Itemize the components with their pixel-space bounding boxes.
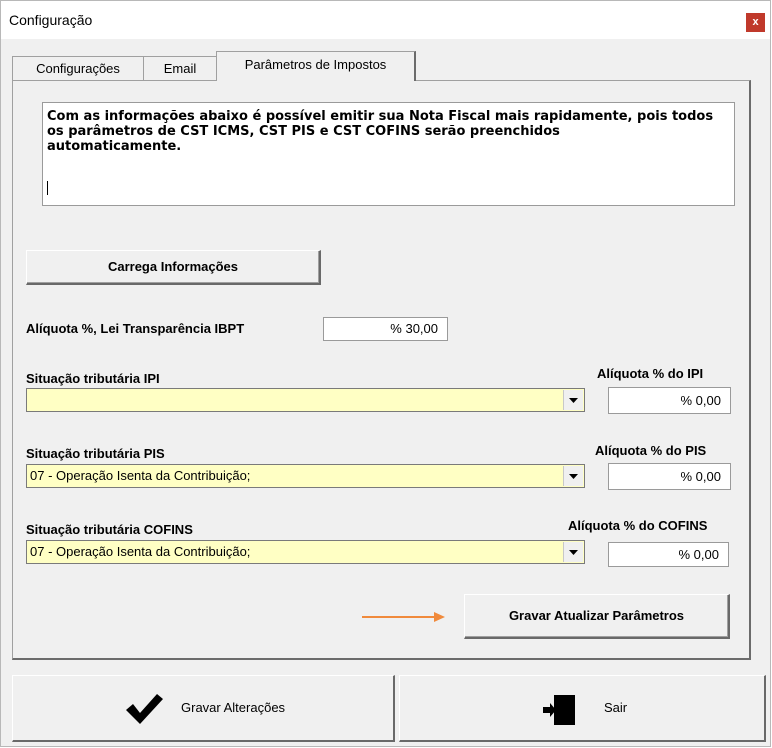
text-caret xyxy=(47,181,48,195)
dropdown-arrow-icon[interactable] xyxy=(563,542,583,562)
button-label: Sair xyxy=(604,700,628,715)
tab-label: Parâmetros de Impostos xyxy=(244,57,387,72)
close-button[interactable]: x xyxy=(746,13,765,32)
title-bar xyxy=(1,1,770,39)
button-label: Gravar Atualizar Parâmetros xyxy=(508,608,685,623)
annotation-arrow-icon xyxy=(362,611,446,623)
ibpt-rate-input[interactable]: % 30,00 xyxy=(323,317,448,341)
tab-configuracoes[interactable] xyxy=(12,56,144,80)
cofins-label: Situação tributária COFINS xyxy=(26,522,193,537)
pis-label: Situação tributária PIS xyxy=(26,446,165,461)
pis-rate-label: Alíquota % do PIS xyxy=(595,443,707,458)
window-title: Configuração xyxy=(9,12,93,28)
info-line-3: automaticamente. xyxy=(47,139,182,154)
ipi-label: Situação tributária IPI xyxy=(26,371,160,386)
dropdown-arrow-icon[interactable] xyxy=(563,466,583,486)
cofins-rate-label: Alíquota % do COFINS xyxy=(568,518,708,533)
info-textarea[interactable] xyxy=(42,102,735,206)
carrega-informacoes-button[interactable] xyxy=(26,250,321,285)
sair-button[interactable] xyxy=(399,675,766,742)
cofins-rate-input[interactable]: % 0,00 xyxy=(608,542,729,567)
tab-parametros-impostos[interactable] xyxy=(216,51,416,81)
ipi-situation-select[interactable] xyxy=(26,388,585,412)
ipi-rate-label: Alíquota % do IPI xyxy=(597,366,704,381)
ibpt-label: Alíquota %, Lei Transparência IBPT xyxy=(26,321,245,336)
info-line-1: Com as informações abaixo é possível emitir sua Nota Fiscal mais rapidamente, pois todos xyxy=(47,109,714,124)
ipi-rate-input[interactable]: % 0,00 xyxy=(608,387,731,414)
tab-label: Email xyxy=(163,61,197,76)
tab-email[interactable] xyxy=(143,56,217,80)
tab-label: Configurações xyxy=(36,61,120,76)
exit-door-icon xyxy=(543,694,577,726)
select-value: 07 - Operação Isenta da Contribuição; xyxy=(30,544,251,559)
button-label: Carrega Informações xyxy=(107,259,239,274)
cofins-situation-select[interactable] xyxy=(26,540,585,564)
gravar-alteracoes-button[interactable] xyxy=(12,675,395,742)
dropdown-arrow-icon[interactable] xyxy=(563,390,583,410)
select-value: 07 - Operação Isenta da Contribuição; xyxy=(30,468,251,483)
info-line-2: os parâmetros de CST ICMS, CST PIS e CST COFINS serão preenchidos xyxy=(47,124,560,139)
pis-rate-input[interactable]: % 0,00 xyxy=(608,463,731,490)
tab-panel xyxy=(12,80,751,660)
checkmark-icon xyxy=(124,692,164,726)
pis-situation-select[interactable] xyxy=(26,464,585,488)
button-label: Gravar Alterações xyxy=(181,700,286,715)
gravar-atualizar-parametros-button[interactable] xyxy=(464,594,730,639)
